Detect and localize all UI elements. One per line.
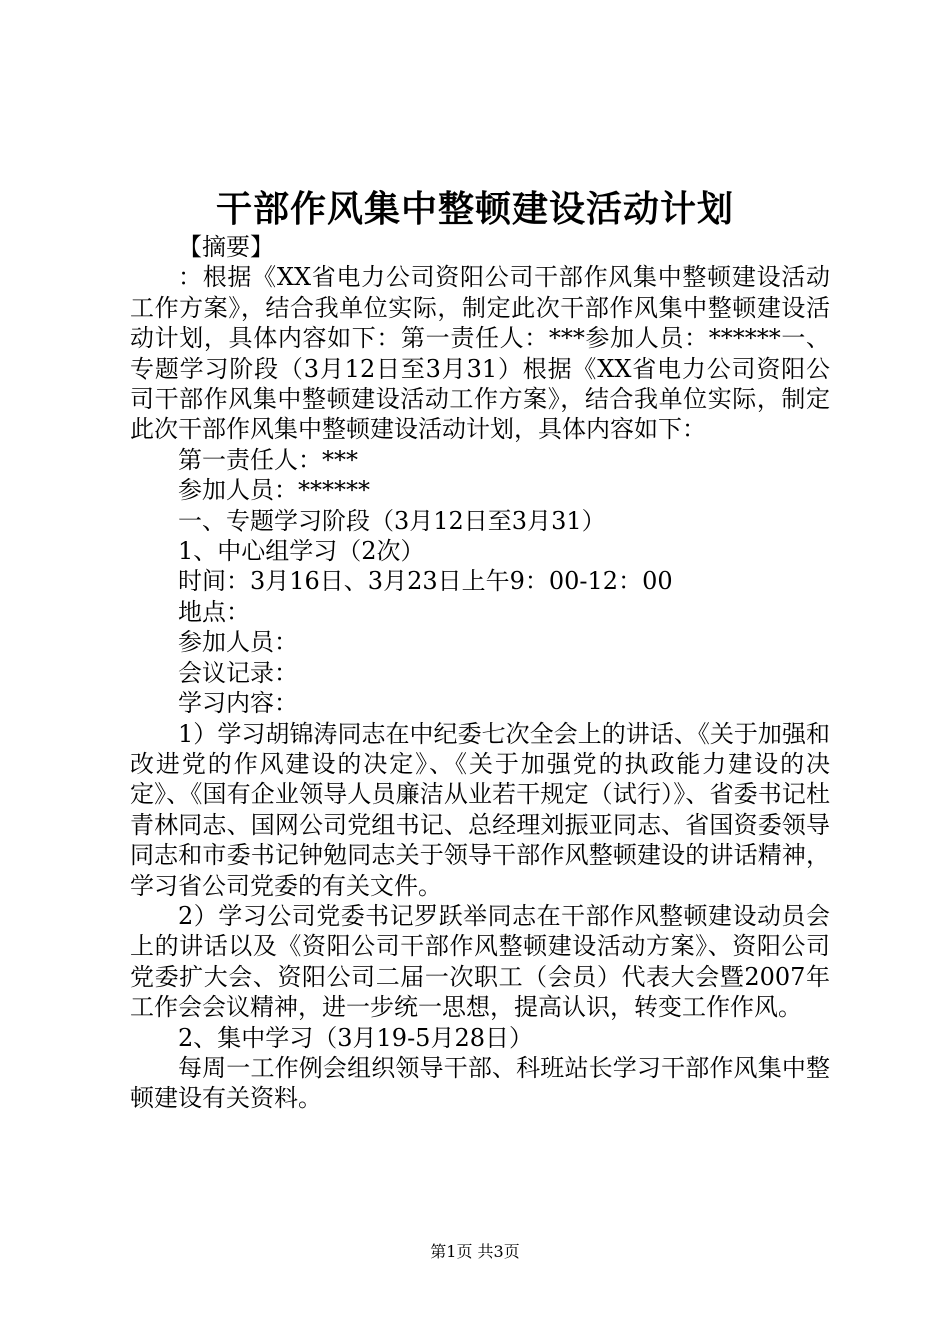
responsible-line: 第一责任人：*** [178, 445, 358, 474]
item-two-paragraph: 每周一工作例会组织领导干部、科班站长学习干部作风集中整顿建设有关资料。 [130, 1053, 830, 1113]
time-line: 时间：3月16日、3月23日上午9：00-12：00 [178, 567, 673, 596]
document-title: 干部作风集中整顿建设活动计划 [215, 188, 734, 230]
stage-one-heading: 一、专题学习阶段（3月12日至3月31） [178, 506, 606, 535]
item-two-heading: 2、集中学习（3月19-5月28日） [178, 1023, 533, 1052]
document-body [130, 232, 830, 1114]
location-line: 地点： [178, 597, 250, 626]
summary-heading: 【摘要】 [178, 233, 274, 261]
attendees-line: 参加人员： [178, 628, 298, 657]
item-one-heading: 1、中心组学习（2次） [178, 537, 425, 566]
summary-paragraph: ：根据《XX省电力公司资阳公司干部作风集中整顿建设活动工作方案》，结合我单位实际，制定此次干部作风集中整顿建设活动计划，具体内容如下：第一责任人：***参加人员：******一、专题学习阶段（3月12日至3月31）根据《XX省电力公司资阳公司干部作风集中整顿建设活动工作方案》，结合我单位实际，制定此次干部作风集中整顿建设活动计划，具体内容如下： [130, 263, 830, 444]
participants-line: 参加人员：****** [178, 476, 370, 505]
page-footer: 第1页 共3页 [430, 1242, 520, 1261]
content-paragraph-1: 1）学习胡锦涛同志在中纪委七次全会上的讲话、《关于加强和改进党的作风建设的决定》、《关于加强党的执政能力建设的决定》、《国有企业领导人员廉洁从业若干规定（试行）》、省委书记杜青林同志、国网公司党组书记、总经理刘振亚同志、省国资委领导同志和市委书记钟勉同志关于领导干部作风整顿建设的讲话精神，学习省公司党委的有关文件。 [130, 719, 830, 900]
content-paragraph-2: 2）学习公司党委书记罗跃举同志在干部作风整顿建设动员会上的讲话以及《资阳公司干部作风整顿建设活动方案》、资阳公司党委扩大会、资阳公司二届一次职工（会员）代表大会暨2007年工作会会议精神，进一步统一思想，提高认识，转变工作作风。 [130, 901, 830, 1022]
minutes-line: 会议记录： [178, 658, 298, 687]
content-label: 学习内容： [178, 689, 298, 718]
